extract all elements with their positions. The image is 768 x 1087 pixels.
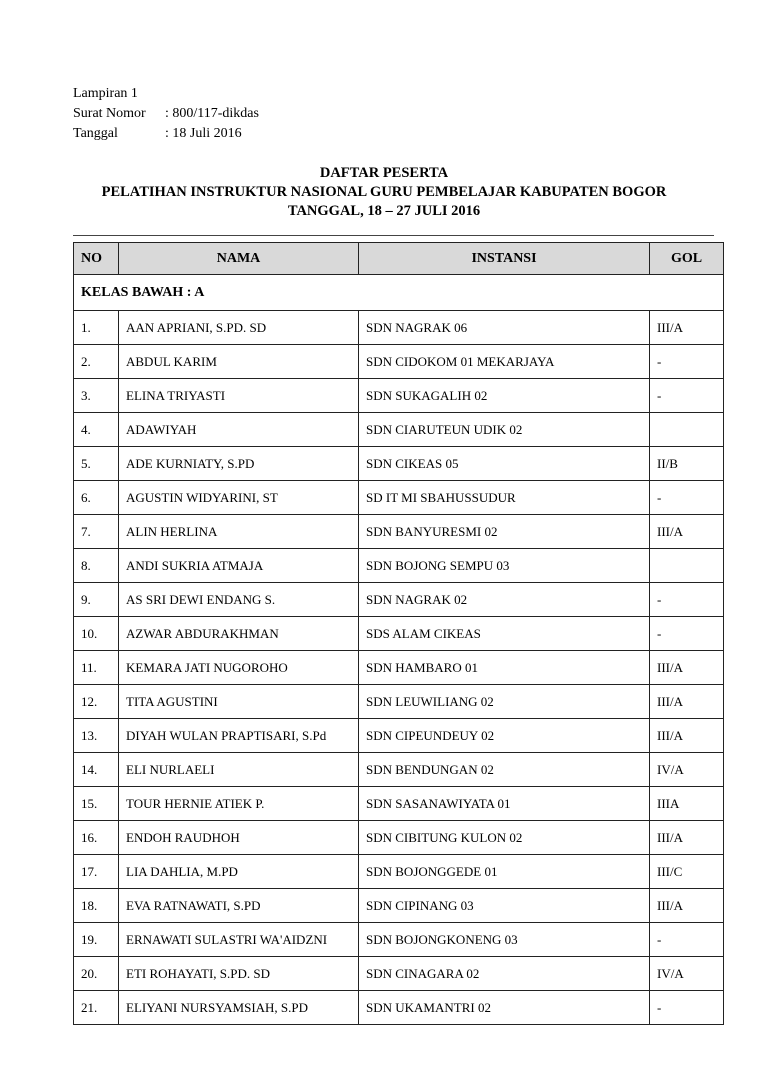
- cell-gol: IIIA: [650, 787, 724, 821]
- cell-gol: -: [650, 481, 724, 515]
- cell-instansi: SDN BANYURESMI 02: [359, 515, 650, 549]
- cell-nama: ELIYANI NURSYAMSIAH, S.PD: [119, 991, 359, 1025]
- cell-no: 11.: [74, 651, 119, 685]
- cell-nama: DIYAH WULAN PRAPTISARI, S.Pd: [119, 719, 359, 753]
- cell-gol: [650, 549, 724, 583]
- cell-instansi: SDN NAGRAK 06: [359, 311, 650, 345]
- surat-nomor-value: : 800/117-dikdas: [165, 106, 259, 121]
- document-title-block: [0, 164, 768, 221]
- cell-instansi: SD IT MI SBAHUSSUDUR: [359, 481, 650, 515]
- cell-no: 17.: [74, 855, 119, 889]
- header-no: NO: [74, 243, 119, 275]
- section-label: KELAS BAWAH : A: [74, 275, 724, 311]
- cell-no: 4.: [74, 413, 119, 447]
- cell-instansi: SDN CIARUTEUN UDIK 02: [359, 413, 650, 447]
- cell-instansi: SDN CINAGARA 02: [359, 957, 650, 991]
- cell-instansi: SDN LEUWILIANG 02: [359, 685, 650, 719]
- table-row: [74, 991, 724, 1025]
- cell-nama: ALIN HERLINA: [119, 515, 359, 549]
- table-row: [74, 515, 724, 549]
- table-row: [74, 787, 724, 821]
- cell-nama: LIA DAHLIA, M.PD: [119, 855, 359, 889]
- surat-nomor-label: Surat Nomor: [73, 106, 146, 121]
- cell-gol: -: [650, 923, 724, 957]
- cell-gol: -: [650, 991, 724, 1025]
- tanggal-value: : 18 Juli 2016: [165, 126, 242, 141]
- title-line-2: PELATIHAN INSTRUKTUR NASIONAL GURU PEMBELAJAR KABUPATEN BOGOR: [101, 184, 667, 200]
- header-instansi: INSTANSI: [359, 243, 650, 275]
- cell-gol: III/A: [650, 651, 724, 685]
- cell-no: 13.: [74, 719, 119, 753]
- cell-no: 14.: [74, 753, 119, 787]
- cell-nama: ELINA TRIYASTI: [119, 379, 359, 413]
- cell-no: 21.: [74, 991, 119, 1025]
- cell-instansi: SDN CIKEAS 05: [359, 447, 650, 481]
- cell-nama: ABDUL KARIM: [119, 345, 359, 379]
- table-row: [74, 719, 724, 753]
- table-row: [74, 957, 724, 991]
- cell-gol: III/C: [650, 855, 724, 889]
- header-nama: NAMA: [119, 243, 359, 275]
- cell-no: 7.: [74, 515, 119, 549]
- cell-nama: EVA RATNAWATI, S.PD: [119, 889, 359, 923]
- cell-no: 20.: [74, 957, 119, 991]
- table-header-row: [74, 243, 724, 275]
- cell-instansi: SDN NAGRAK 02: [359, 583, 650, 617]
- cell-nama: AS SRI DEWI ENDANG S.: [119, 583, 359, 617]
- document-meta: [73, 84, 259, 144]
- surat-nomor-line: [73, 104, 259, 124]
- cell-gol: III/A: [650, 311, 724, 345]
- cell-instansi: SDN BENDUNGAN 02: [359, 753, 650, 787]
- table-row: [74, 379, 724, 413]
- cell-nama: TITA AGUSTINI: [119, 685, 359, 719]
- table-row: [74, 311, 724, 345]
- cell-nama: AGUSTIN WIDYARINI, ST: [119, 481, 359, 515]
- cell-instansi: SDN CIDOKOM 01 MEKARJAYA: [359, 345, 650, 379]
- cell-nama: KEMARA JATI NUGOROHO: [119, 651, 359, 685]
- cell-nama: TOUR HERNIE ATIEK P.: [119, 787, 359, 821]
- header-gol: GOL: [650, 243, 724, 275]
- tanggal-label: Tanggal: [73, 126, 118, 141]
- table-row: [74, 549, 724, 583]
- cell-gol: IV/A: [650, 957, 724, 991]
- participant-table: [73, 242, 724, 1025]
- cell-instansi: SDN BOJONGKONENG 03: [359, 923, 650, 957]
- table-row: [74, 753, 724, 787]
- cell-gol: -: [650, 617, 724, 651]
- cell-no: 19.: [74, 923, 119, 957]
- cell-nama: ANDI SUKRIA ATMAJA: [119, 549, 359, 583]
- table-row: [74, 685, 724, 719]
- cell-instansi: SDN SUKAGALIH 02: [359, 379, 650, 413]
- cell-instansi: SDN UKAMANTRI 02: [359, 991, 650, 1025]
- table-row: [74, 413, 724, 447]
- cell-instansi: SDN BOJONG SEMPU 03: [359, 549, 650, 583]
- cell-nama: AZWAR ABDURAKHMAN: [119, 617, 359, 651]
- cell-gol: III/A: [650, 889, 724, 923]
- cell-gol: -: [650, 379, 724, 413]
- title-line-3: TANGGAL, 18 – 27 JULI 2016: [287, 203, 481, 219]
- cell-instansi: SDS ALAM CIKEAS: [359, 617, 650, 651]
- cell-instansi: SDN CIBITUNG KULON 02: [359, 821, 650, 855]
- table-row: [74, 481, 724, 515]
- table-row: [74, 855, 724, 889]
- cell-instansi: SDN BOJONGGEDE 01: [359, 855, 650, 889]
- cell-no: 1.: [74, 311, 119, 345]
- lampiran-label: Lampiran 1: [73, 86, 138, 101]
- table-row: [74, 923, 724, 957]
- table-row: [74, 345, 724, 379]
- title-line-1: DAFTAR PESERTA: [319, 165, 449, 181]
- lampiran-line: [73, 84, 259, 104]
- cell-gol: -: [650, 583, 724, 617]
- table-row: [74, 651, 724, 685]
- cell-nama: ELI NURLAELI: [119, 753, 359, 787]
- title-divider: [73, 235, 714, 236]
- cell-gol: III/A: [650, 515, 724, 549]
- cell-no: 2.: [74, 345, 119, 379]
- cell-gol: III/A: [650, 821, 724, 855]
- cell-instansi: SDN HAMBARO 01: [359, 651, 650, 685]
- cell-nama: ERNAWATI SULASTRI WA'AIDZNI: [119, 923, 359, 957]
- cell-no: 3.: [74, 379, 119, 413]
- cell-instansi: SDN CIPEUNDEUY 02: [359, 719, 650, 753]
- cell-nama: ETI ROHAYATI, S.PD. SD: [119, 957, 359, 991]
- cell-no: 10.: [74, 617, 119, 651]
- table-row: [74, 889, 724, 923]
- cell-no: 18.: [74, 889, 119, 923]
- cell-gol: IV/A: [650, 753, 724, 787]
- cell-nama: ADAWIYAH: [119, 413, 359, 447]
- cell-no: 15.: [74, 787, 119, 821]
- table-row: [74, 821, 724, 855]
- cell-nama: AAN APRIANI, S.PD. SD: [119, 311, 359, 345]
- cell-nama: ADE KURNIATY, S.PD: [119, 447, 359, 481]
- cell-no: 8.: [74, 549, 119, 583]
- table-row: [74, 617, 724, 651]
- cell-nama: ENDOH RAUDHOH: [119, 821, 359, 855]
- cell-no: 9.: [74, 583, 119, 617]
- cell-no: 5.: [74, 447, 119, 481]
- table-row: [74, 447, 724, 481]
- section-row: [74, 275, 724, 311]
- cell-gol: III/A: [650, 685, 724, 719]
- cell-instansi: SDN CIPINANG 03: [359, 889, 650, 923]
- cell-gol: II/B: [650, 447, 724, 481]
- cell-gol: -: [650, 345, 724, 379]
- cell-no: 16.: [74, 821, 119, 855]
- cell-gol: III/A: [650, 719, 724, 753]
- cell-no: 6.: [74, 481, 119, 515]
- tanggal-line: [73, 124, 259, 144]
- cell-no: 12.: [74, 685, 119, 719]
- cell-gol: [650, 413, 724, 447]
- table-row: [74, 583, 724, 617]
- cell-instansi: SDN SASANAWIYATA 01: [359, 787, 650, 821]
